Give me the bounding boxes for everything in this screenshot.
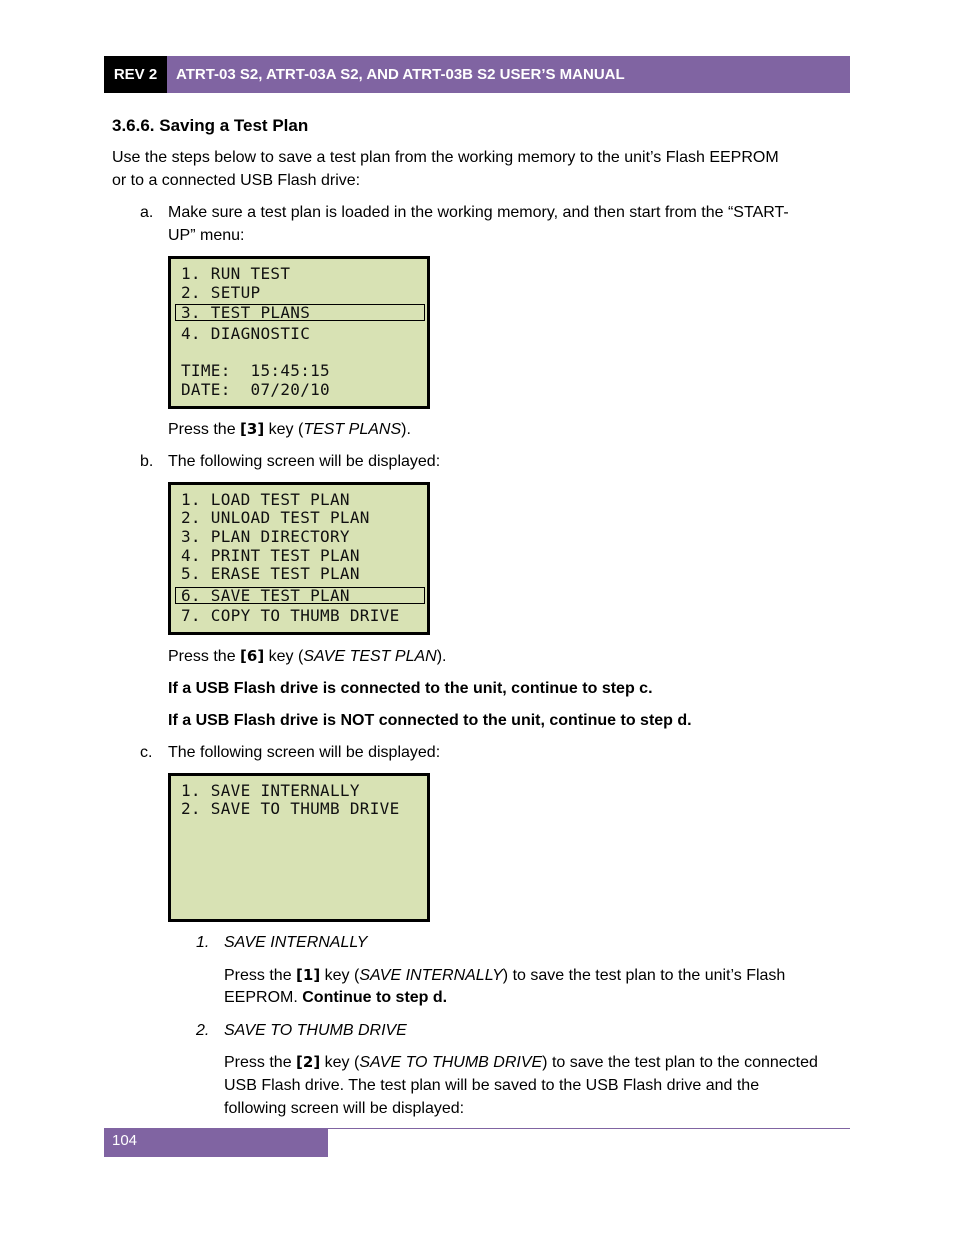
- usb-connected-note: If a USB Flash drive is connected to the unit, continue to step c.: [168, 680, 653, 697]
- lcd-line: 1. RUN TEST: [181, 264, 291, 283]
- lcd-line: 2. UNLOAD TEST PLAN: [181, 508, 370, 527]
- lcd-startup-menu: [168, 256, 430, 409]
- sub-1-instruction: Press the [1] key (SAVE INTERNALLY) to save the test plan to the unit’s Flash: [224, 966, 786, 984]
- sub-1-title: SAVE INTERNALLY: [224, 934, 368, 951]
- lcd-line: 1. LOAD TEST PLAN: [181, 490, 350, 509]
- lcd-save-options-menu: [168, 773, 430, 922]
- step-c-marker: c.: [140, 744, 153, 761]
- sub-2-title: SAVE TO THUMB DRIVE: [224, 1022, 407, 1039]
- step-c-text: The following screen will be displayed:: [168, 744, 441, 761]
- lcd-line: 4. PRINT TEST PLAN: [181, 546, 360, 565]
- sub-2-instruction-line-3: following screen will be displayed:: [224, 1100, 465, 1117]
- lcd-line: 6. SAVE TEST PLAN: [181, 586, 350, 605]
- key-label: [2]: [296, 1053, 321, 1071]
- step-b-text: The following screen will be displayed:: [168, 453, 441, 470]
- step-b-instruction: Press the [6] key (SAVE TEST PLAN).: [168, 647, 447, 665]
- key-label: [3]: [240, 420, 265, 438]
- lcd-line: TIME: 15:45:15: [181, 361, 330, 380]
- lcd-line: 3. PLAN DIRECTORY: [181, 527, 350, 546]
- step-b-marker: b.: [140, 453, 154, 470]
- sub-2-instruction: Press the [2] key (SAVE TO THUMB DRIVE) to save the test plan to the connected: [224, 1053, 818, 1071]
- revision-badge: REV 2: [104, 56, 167, 93]
- lcd-test-plans-menu: [168, 482, 430, 635]
- usb-not-connected-note: If a USB Flash drive is NOT connected to the unit, continue to step d.: [168, 712, 692, 729]
- sub-2-instruction-line-2: USB Flash drive. The test plan will be saved to the USB Flash drive and the: [224, 1077, 760, 1094]
- key-label: [1]: [296, 966, 321, 984]
- intro-line-2: or to a connected USB Flash drive:: [112, 172, 361, 189]
- step-a-line-2: UP” menu:: [168, 227, 245, 244]
- lcd-line: 2. SAVE TO THUMB DRIVE: [181, 799, 400, 818]
- step-a-line-1: Make sure a test plan is loaded in the working memory, and then start from the “START-: [168, 204, 789, 221]
- step-a-instruction: Press the [3] key (TEST PLANS).: [168, 420, 411, 438]
- page-number: 104: [104, 1129, 328, 1157]
- lcd-line: 3. TEST PLANS: [181, 303, 311, 322]
- step-a-marker: a.: [140, 204, 154, 221]
- intro-line-1: Use the steps below to save a test plan from the working memory to the unit’s Flash EEPROM: [112, 149, 779, 166]
- lcd-line: 1. SAVE INTERNALLY: [181, 781, 360, 800]
- manual-title-banner: ATRT-03 S2, ATRT-03A S2, AND ATRT-03B S2 USER’S MANUAL: [167, 56, 850, 93]
- lcd-line: DATE: 07/20/10: [181, 380, 330, 399]
- lcd-line: 7. COPY TO THUMB DRIVE: [181, 606, 400, 625]
- sub-1-marker: 1.: [196, 934, 210, 951]
- lcd-line: 5. ERASE TEST PLAN: [181, 564, 360, 583]
- key-label: [6]: [240, 647, 265, 665]
- lcd-line: 4. DIAGNOSTIC: [181, 324, 311, 343]
- sub-2-marker: 2.: [196, 1022, 210, 1039]
- section-heading: 3.6.6. Saving a Test Plan: [112, 116, 309, 135]
- sub-1-instruction-line-2: EEPROM. Continue to step d.: [224, 989, 448, 1006]
- lcd-line: 2. SETUP: [181, 283, 261, 302]
